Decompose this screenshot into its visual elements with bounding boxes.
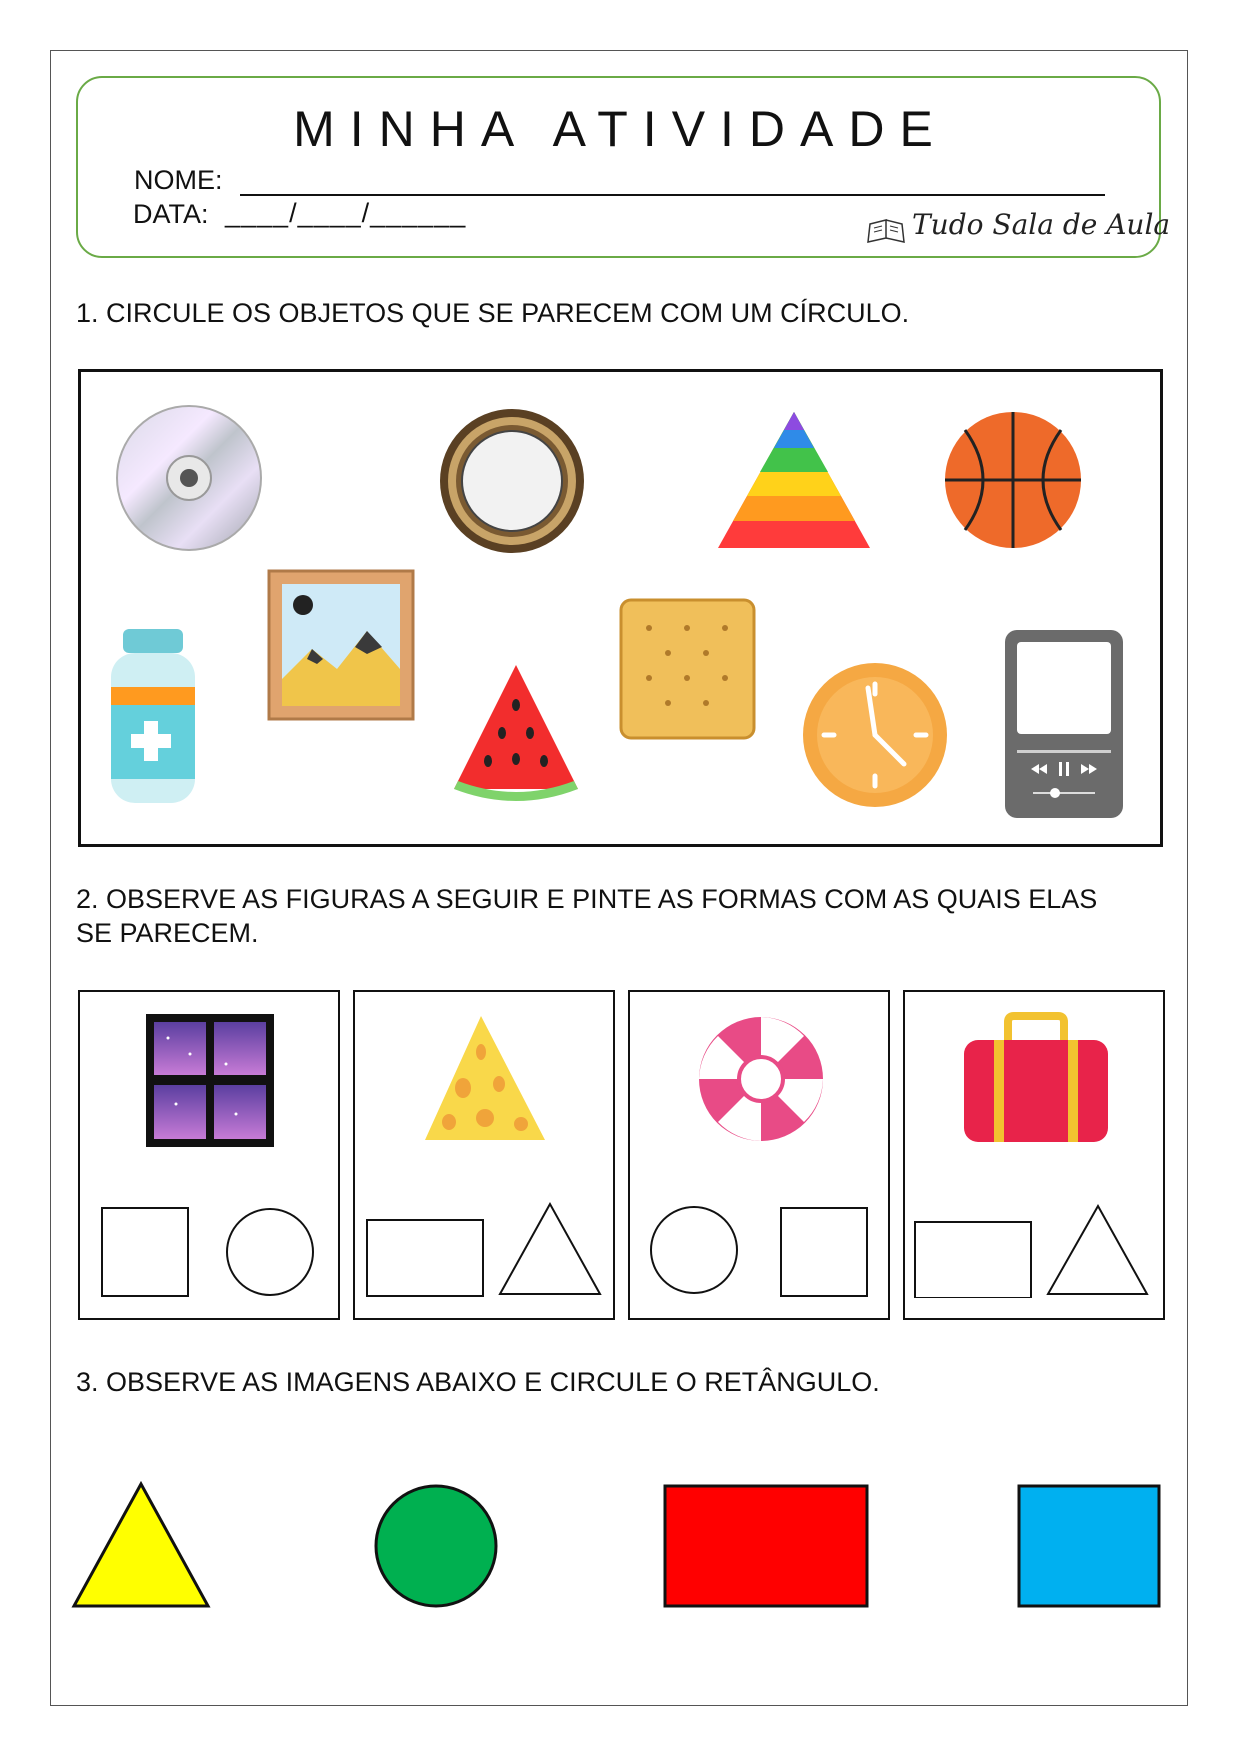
swim-ring-picture bbox=[694, 1012, 829, 1147]
music-player[interactable] bbox=[1003, 628, 1125, 820]
question-2-text-line1: 2. OBSERVE AS FIGURAS A SEGUIR E PINTE AS FORMAS COM AS QUAIS ELAS bbox=[76, 884, 1098, 914]
pop-it-triangle[interactable] bbox=[714, 408, 874, 552]
square-option[interactable] bbox=[102, 1208, 188, 1296]
rectangle-option[interactable] bbox=[915, 1222, 1031, 1298]
picture-frame[interactable] bbox=[267, 569, 415, 721]
round-mirror[interactable] bbox=[437, 404, 587, 559]
blue-square[interactable] bbox=[1019, 1486, 1159, 1606]
suitcase-picture bbox=[962, 1012, 1110, 1147]
question-1-text: 1. CIRCULE OS OBJETOS QUE SE PARECEM COM UM CÍRCULO. bbox=[76, 298, 910, 328]
cracker[interactable] bbox=[619, 598, 756, 740]
date-field[interactable]: ____/____/______ bbox=[225, 198, 467, 228]
clock[interactable] bbox=[800, 660, 950, 810]
watermelon-slice[interactable] bbox=[450, 663, 582, 803]
cd-disc[interactable] bbox=[114, 403, 264, 553]
name-label: NOME: bbox=[134, 165, 223, 195]
date-label: DATA: bbox=[133, 199, 209, 229]
q2-panel-3-options bbox=[648, 1198, 873, 1298]
brand-name: Tudo Sala de Aula bbox=[912, 208, 1171, 241]
cheese-picture bbox=[421, 1014, 549, 1147]
yellow-triangle[interactable] bbox=[74, 1484, 208, 1606]
question-3-text: 3. OBSERVE AS IMAGENS ABAIXO E CIRCULE O RETÂNGULO. bbox=[76, 1367, 880, 1397]
question-2-text-line2: SE PARECEM. bbox=[76, 918, 259, 948]
rectangle-option[interactable] bbox=[367, 1220, 483, 1296]
q3-shapes bbox=[70, 1478, 1170, 1618]
name-field[interactable] bbox=[240, 194, 1105, 196]
triangle-option[interactable] bbox=[500, 1204, 600, 1294]
red-rectangle[interactable] bbox=[665, 1486, 867, 1606]
circle-option[interactable] bbox=[227, 1209, 313, 1295]
q2-panel-1-options bbox=[100, 1198, 316, 1298]
medicine-bottle[interactable] bbox=[105, 627, 200, 807]
window-picture bbox=[146, 1014, 274, 1147]
circle-option[interactable] bbox=[651, 1207, 737, 1293]
page-title: MINHA ATIVIDADE bbox=[293, 101, 948, 157]
triangle-option[interactable] bbox=[1048, 1206, 1147, 1294]
q2-panel-2-options bbox=[365, 1198, 605, 1298]
square-option[interactable] bbox=[781, 1208, 867, 1296]
book-icon bbox=[866, 212, 910, 248]
brand-logo bbox=[866, 212, 910, 248]
basketball[interactable] bbox=[943, 410, 1083, 550]
green-circle[interactable] bbox=[376, 1486, 496, 1606]
q2-panel-4-options bbox=[913, 1198, 1153, 1298]
